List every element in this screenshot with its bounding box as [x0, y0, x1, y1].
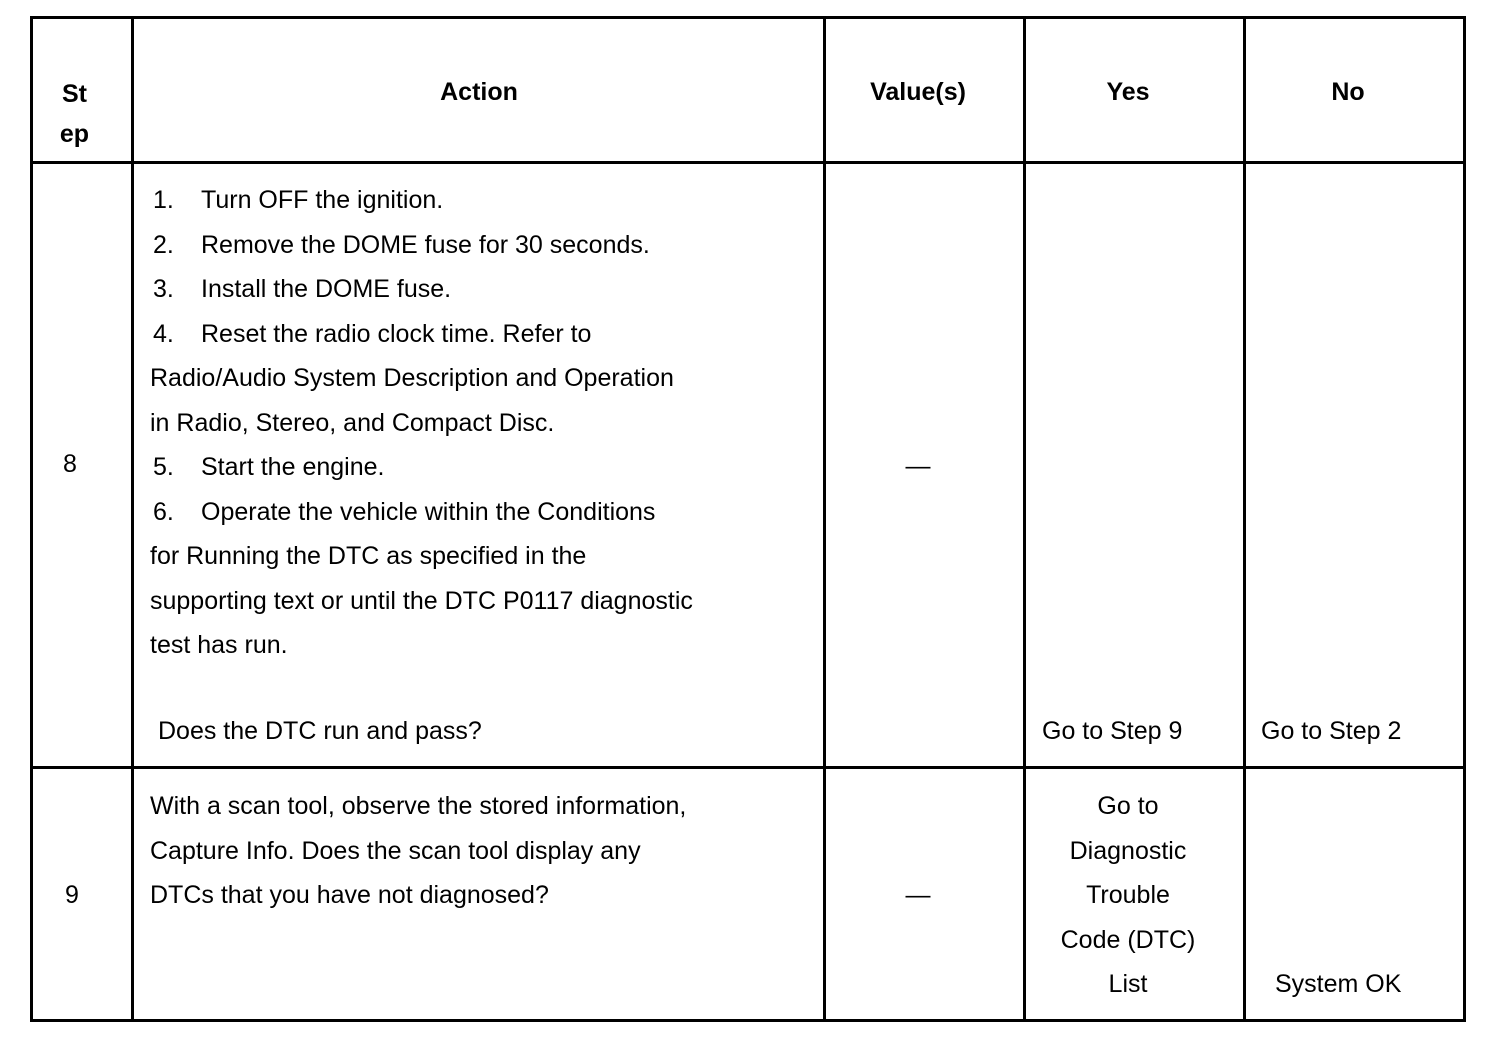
row-divider	[30, 766, 1466, 769]
list-item: 1. Turn OFF the ignition.	[153, 186, 444, 214]
action-text	[150, 784, 686, 918]
step-number: 8	[63, 450, 77, 478]
step-number: 9	[65, 881, 79, 909]
no-result: Go to Step 2	[1261, 717, 1402, 745]
action-line: DTCs that you have not diagnosed?	[150, 881, 549, 909]
action-line: Capture Info. Does the scan tool display any	[150, 836, 641, 865]
list-item-continuation: for Running the DTC as specified in the	[150, 542, 587, 570]
header-divider	[30, 161, 1466, 164]
header-step	[33, 74, 116, 154]
table-border-bottom	[30, 1019, 1466, 1022]
table-border-right	[1463, 16, 1466, 1022]
no-result: System OK	[1275, 970, 1402, 998]
action-question: Does the DTC run and pass?	[158, 717, 482, 745]
list-item: 3. Install the DOME fuse.	[153, 275, 452, 303]
action-line: With a scan tool, observe the stored information,	[150, 792, 687, 820]
header-step-line: St	[62, 80, 87, 108]
list-item-continuation: Radio/Audio System Description and Operation	[150, 364, 674, 392]
yes-result-line: Trouble	[1086, 881, 1170, 909]
column-divider	[823, 16, 826, 1022]
header-values: Value(s)	[870, 78, 966, 106]
yes-result	[1026, 784, 1230, 1007]
yes-result-line: Go to	[1097, 792, 1159, 820]
column-divider	[1243, 16, 1246, 1022]
list-item: 2. Remove the DOME fuse for 30 seconds.	[153, 230, 650, 259]
yes-result-line: Code (DTC)	[1060, 925, 1196, 954]
column-divider	[131, 16, 134, 1022]
yes-result-line: Diagnostic	[1069, 836, 1187, 865]
header-action: Action	[440, 78, 518, 106]
table-border-top	[30, 16, 1466, 19]
value-dash: —	[905, 452, 931, 480]
header-no: No	[1331, 78, 1365, 106]
value-dash: —	[905, 881, 931, 909]
header-step-line: ep	[59, 120, 90, 148]
list-item-continuation: test has run.	[150, 631, 288, 659]
list-item: 6. Operate the vehicle within the Conditions	[153, 497, 656, 526]
list-item: 4. Reset the radio clock time. Refer to	[153, 319, 592, 348]
list-item-continuation: in Radio, Stereo, and Compact Disc.	[150, 408, 555, 437]
header-yes: Yes	[1106, 78, 1150, 106]
table-border-left	[30, 16, 33, 1022]
yes-result-line: List	[1108, 970, 1148, 998]
yes-result: Go to Step 9	[1042, 717, 1183, 745]
list-item: 5. Start the engine.	[153, 453, 385, 481]
list-item-continuation: supporting text or until the DTC P0117 diagnostic	[150, 586, 693, 615]
action-step-list	[150, 178, 693, 668]
